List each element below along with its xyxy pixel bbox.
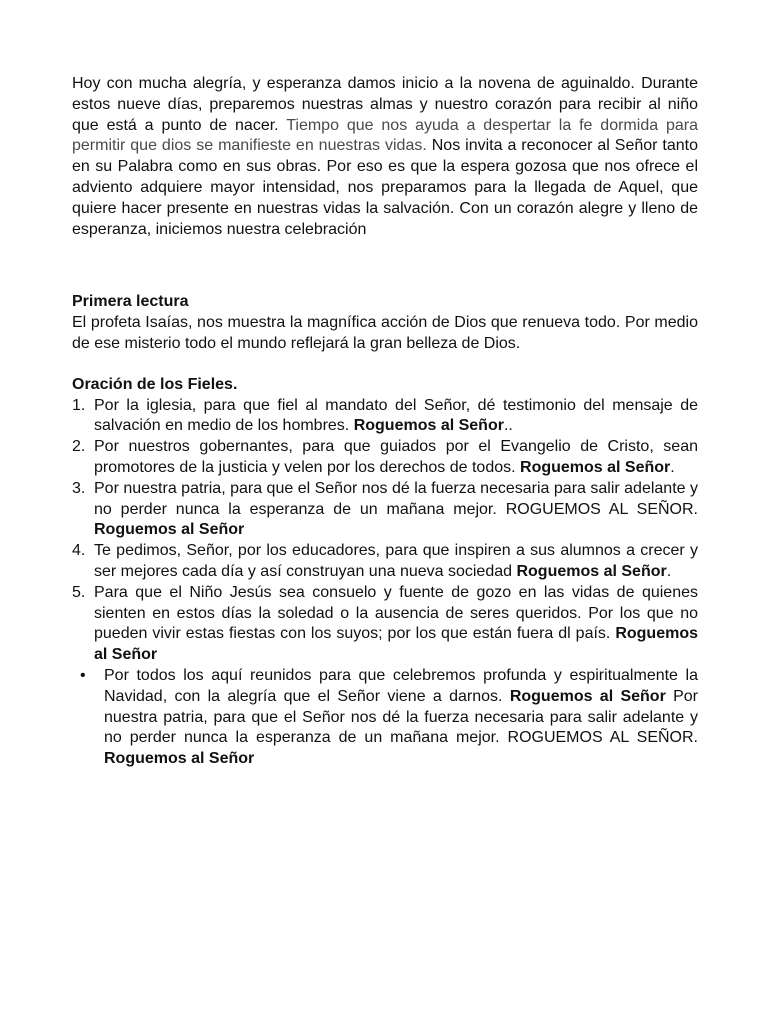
list-item: 5. Para que el Niño Jesús sea consuelo y fuente de gozo en las vidas de quienes sienten en estos días la soledad o la ausencia de seres queridos. Por los que no pueden vivir estas fiestas con los suyos; por los que están fuera dl país. Roguemos al Señor xyxy=(72,583,698,664)
bullet-icon: • xyxy=(80,666,86,684)
oracion-list xyxy=(72,396,698,666)
list-number: 3. xyxy=(72,479,86,497)
primera-lectura-text: El profeta Isaías, nos muestra la magnífica acción de Dios que renueva todo. Por medio de ese misterio todo el mundo reflejará la gran belleza de Dios. xyxy=(72,314,698,352)
primera-lectura-heading: Primera lectura xyxy=(72,293,189,311)
intro-text-gray: Tiempo que nos ayuda a despertar la fe dormida para permitir que dios se manifieste en nuestras vidas. xyxy=(72,116,699,155)
list-item: 2. Por nuestros gobernantes, para que guiados por el Evangelio de Cristo, sean promotores de la justicia y velen por los derechos de todos. Roguemos al Señor. xyxy=(72,438,698,476)
list-item: 3. Por nuestra patria, para que el Señor nos dé la fuerza necesaria para salir adelante y no perder nunca la esperanza de un mañana mejor. ROGUEMOS AL SEÑOR. Roguemos al Señor xyxy=(72,479,698,539)
list-number: 5. xyxy=(72,583,86,601)
list-item: 4. Te pedimos, Señor, por los educadores, para que inspiren a sus alumnos a crecer y ser mejores cada día y así construyan una nueva sociedad Roguemos al Señor. xyxy=(72,542,698,580)
document-page xyxy=(72,74,698,770)
list-item: • Por todos los aquí reunidos para que celebremos profunda y espiritualmente la Navidad, con la alegría que el Señor viene a darnos. Roguemos al Señor Por nuestra patria, para que el Señor nos dé la fuerza necesaria para salir adelante y no perder nunca la esperanza de un mañana mejor. ROGUEMOS AL SEÑOR. Roguemos al Señor xyxy=(80,666,699,768)
intro-text-3: Nos invita a reconocer al Señor tanto en su Palabra como en sus obras. Por eso es que la espera gozosa que nos ofrece el adviento adquiere mayor intensidad, nos preparamos para la llegada de Aquel, que quiere hacer presente en nuestras vidas la salvación. Con un corazón alegre y lleno de esperanza, iniciemos nuestra celebración xyxy=(72,137,699,238)
list-number: 2. xyxy=(72,438,86,456)
intro-text-1: Hoy con mucha alegría, y esperanza damos inicio a la novena de aguinaldo. Durante estos nueve días, preparemos nuestras almas y nuestro corazón para recibir al niño que está a punto de nacer. xyxy=(72,75,698,134)
intro-paragraph xyxy=(72,74,698,240)
list-item: 1. Por la iglesia, para que fiel al mandato del Señor, dé testimonio del mensaje de salvación en medio de los hombres. Roguemos al Señor.. xyxy=(72,396,698,435)
oracion-heading: Oración de los Fieles. xyxy=(72,375,238,393)
oracion-bullet-list xyxy=(72,666,698,770)
list-number: 1. xyxy=(72,396,86,414)
list-number: 4. xyxy=(72,542,86,560)
